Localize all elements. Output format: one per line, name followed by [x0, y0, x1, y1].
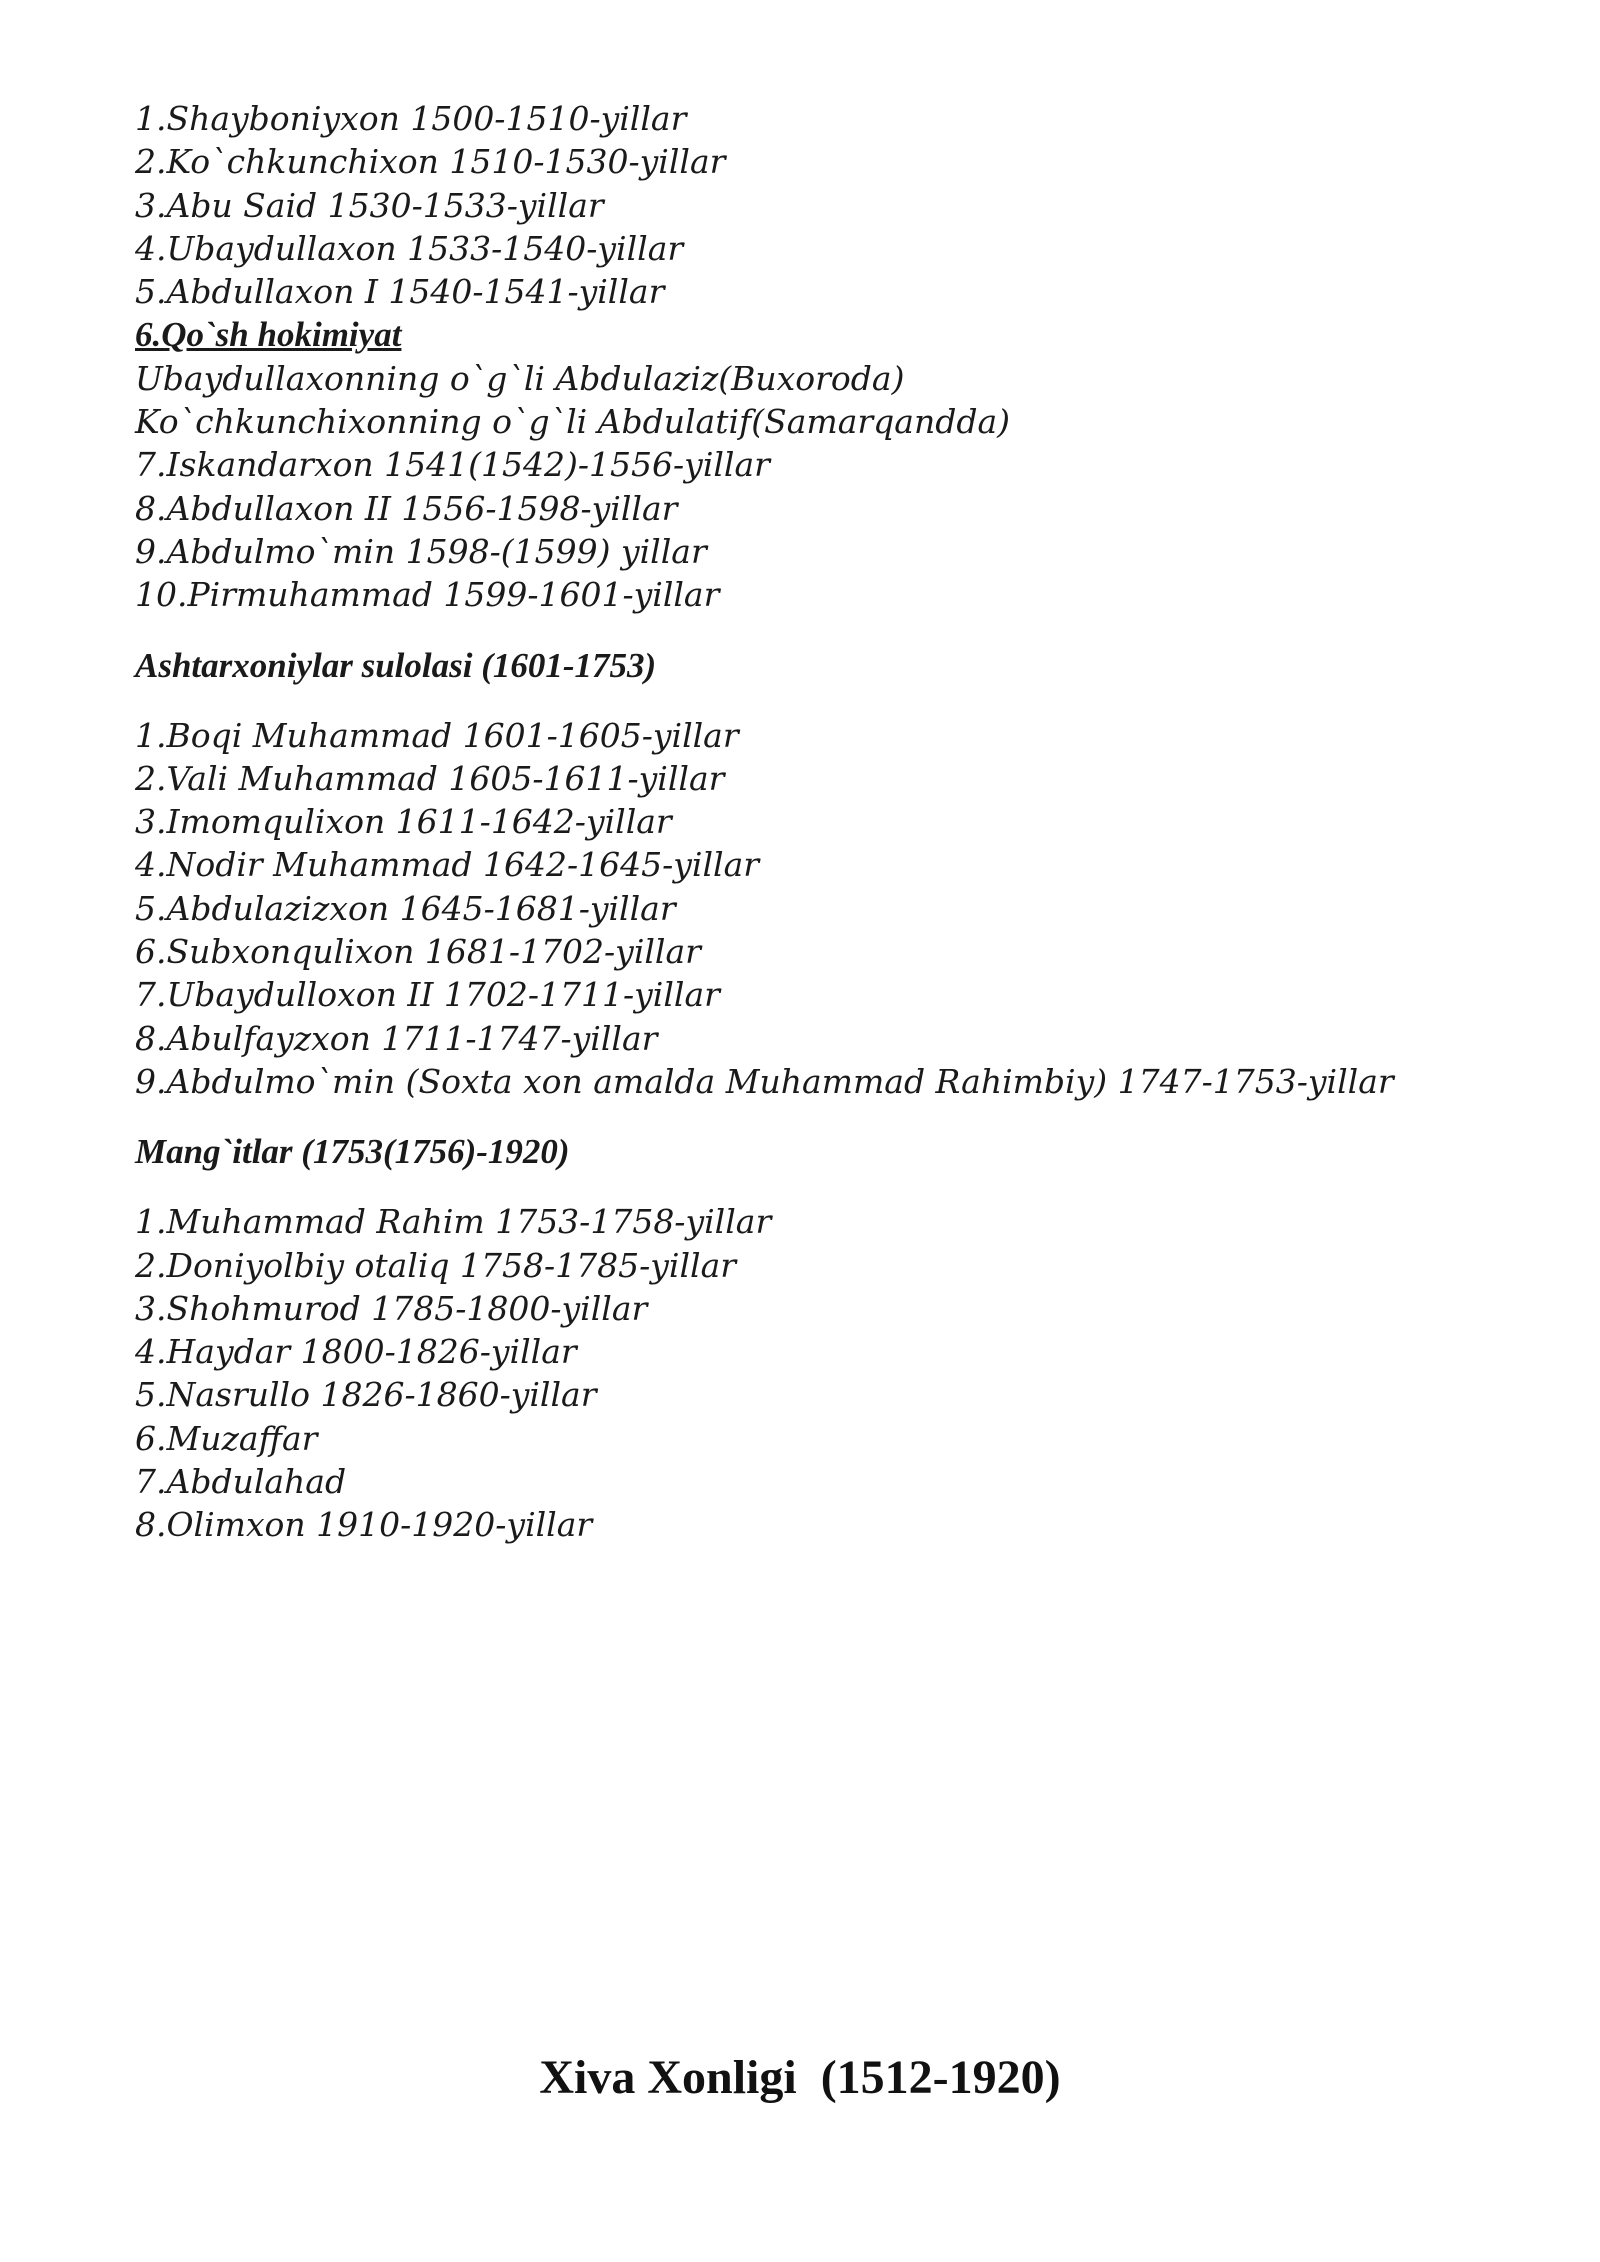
list-item: 1.Shayboniyxon 1500-1510-yillar: [135, 99, 687, 138]
list-item: 1.Muhammad Rahim 1753-1758-yillar: [135, 1202, 772, 1242]
list-item: 6.Muzaffar: [135, 1418, 318, 1458]
list-item: 7.Ubaydulloxon II 1702-1711-yillar: [135, 975, 720, 1015]
document-content: [135, 97, 1535, 1547]
list-item: 7.Abdulahad: [135, 1462, 347, 1502]
list-item: 3.Imomqulixon 1611-1642-yillar: [135, 802, 672, 842]
list-item: 3.Abu Said 1530-1533-yillar: [135, 185, 604, 225]
list-item: 2.Vali Muhammad 1605-1611-yillar: [135, 758, 725, 798]
list-item: 9.Abdulmo`min (Soxta xon amalda Muhammad Rahimbiy) 1747-1753-yillar: [135, 1061, 1394, 1101]
list-item: 4.Haydar 1800-1826-yillar: [135, 1332, 577, 1372]
list-item: 2.Doniyolbiy otaliq 1758-1785-yillar: [135, 1245, 737, 1285]
list-item: 1.Boqi Muhammad 1601-1605-yillar: [135, 715, 739, 755]
shaybaniy-ruler-list: [135, 97, 1535, 617]
list-item: 9.Abdulmo`min 1598-(1599) yillar: [135, 531, 707, 571]
list-item: Ko`chkunchixonning o`g`li Abdulatif(Samarqandda): [135, 402, 1010, 442]
ashtarxoniy-ruler-list: [135, 714, 1535, 1104]
list-item: 8.Abdullaxon II 1556-1598-yillar: [135, 488, 678, 528]
list-item: 10.Pirmuhammad 1599-1601-yillar: [135, 575, 720, 615]
list-item: 8.Olimxon 1910-1920-yillar: [135, 1505, 593, 1545]
list-item: 4.Nodir Muhammad 1642-1645-yillar: [135, 845, 760, 885]
list-item: 5.Abdulazizxon 1645-1681-yillar: [135, 888, 676, 928]
mangit-ruler-list: [135, 1200, 1535, 1546]
ashtarxoniy-section-title: Ashtarxoniylar sulolasi (1601-1753): [135, 645, 657, 685]
list-item: 5.Nasrullo 1826-1860-yillar: [135, 1375, 597, 1415]
list-item: Ubaydullaxonning o`g`li Abdulaziz(Buxoroda): [135, 358, 905, 398]
joint-rule-heading: 6.Qo`sh hokimiyat: [135, 315, 402, 355]
list-item: 2.Ko`chkunchixon 1510-1530-yillar: [135, 142, 726, 182]
list-item: 6.Subxonqulixon 1681-1702-yillar: [135, 932, 701, 972]
list-item: 4.Ubaydullaxon 1533-1540-yillar: [135, 228, 684, 268]
list-item: 7.Iskandarxon 1541(1542)-1556-yillar: [135, 445, 770, 485]
mangit-section-title: Mang`itlar (1753(1756)-1920): [135, 1132, 570, 1172]
khiva-khanate-title: Xiva Xonligi (1512-1920): [539, 2051, 1061, 2104]
list-item: 3.Shohmurod 1785-1800-yillar: [135, 1288, 648, 1328]
list-item: 8.Abulfayzxon 1711-1747-yillar: [135, 1018, 658, 1058]
list-item: 5.Abdullaxon I 1540-1541-yillar: [135, 272, 665, 312]
